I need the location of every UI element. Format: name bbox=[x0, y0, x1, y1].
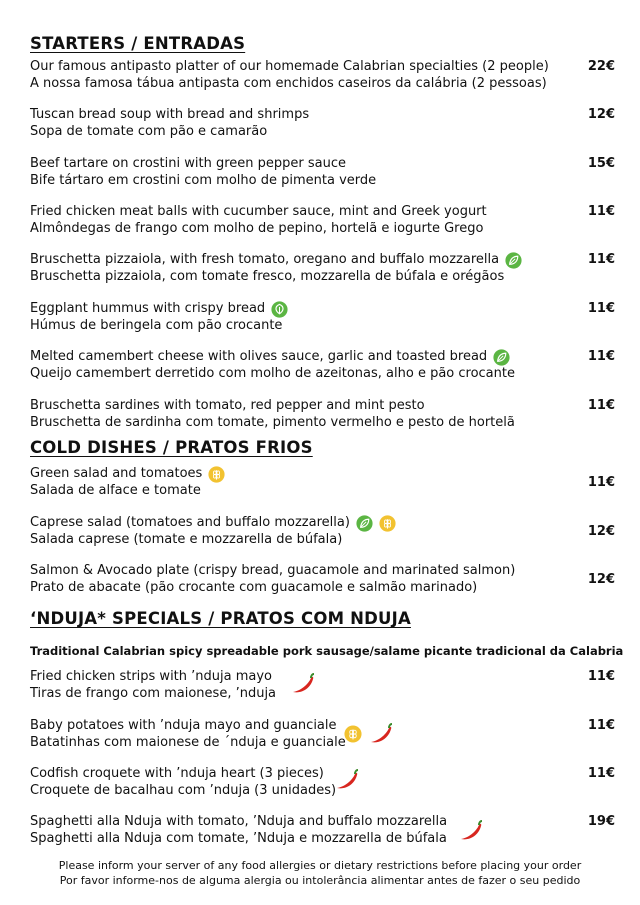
item-name-pt: Almôndegas de frango com molho de pepino, hortelã e iogurte Grego bbox=[30, 220, 484, 236]
item-name-pt: Húmus de beringela com pão crocante bbox=[30, 318, 283, 333]
item-price: 11€ bbox=[587, 252, 615, 267]
item-price: 11€ bbox=[587, 669, 615, 684]
vegetarian-leaf-icon bbox=[356, 515, 373, 532]
menu-item bbox=[30, 515, 615, 549]
section-title-nduja-specials: ‘NDUJA* SPECIALS / PRATOS COM NDUJA bbox=[30, 609, 411, 628]
item-price: 11€ bbox=[587, 301, 615, 316]
item-price: 12€ bbox=[587, 107, 615, 122]
menu-item bbox=[30, 398, 615, 431]
item-price: 11€ bbox=[587, 766, 615, 781]
item-name-pt: A nossa famosa tábua antipasta com enchidos caseiros da calábria (2 pessoas) bbox=[30, 75, 547, 91]
item-price: 12€ bbox=[587, 572, 615, 587]
gluten-free-icon bbox=[379, 515, 396, 532]
vegetarian-leaf-icon bbox=[505, 252, 522, 269]
item-name-en: Codfish croquete with ’nduja heart (3 pieces) bbox=[30, 766, 324, 781]
item-price: 11€ bbox=[587, 204, 615, 219]
item-name-en: Caprese salad (tomatoes and buffalo mozzarella) bbox=[30, 515, 350, 531]
item-name-en: Green salad and tomatoes bbox=[30, 466, 203, 482]
item-name-pt: Salada caprese (tomate e mozzarella de búfala) bbox=[30, 532, 343, 547]
item-name-pt: Queijo camembert derretido com molho de azeitonas, alho e pão crocante bbox=[30, 366, 515, 381]
item-price: 19€ bbox=[587, 814, 615, 829]
menu-item bbox=[30, 156, 615, 189]
item-name-pt: Tiras de frango com maionese, ’nduja bbox=[30, 685, 277, 701]
menu-item bbox=[30, 107, 615, 140]
item-name-pt: Bife tártaro em crostini com molho de pimenta verde bbox=[30, 172, 377, 188]
gluten-free-icon bbox=[344, 725, 362, 743]
item-name-en: Baby potatoes with ’nduja mayo and guanciale bbox=[30, 718, 337, 733]
vegetarian-leaf-icon bbox=[493, 349, 510, 366]
menu-item bbox=[30, 563, 615, 596]
section-title-starters: STARTERS / ENTRADAS bbox=[30, 34, 246, 53]
item-price: 22€ bbox=[587, 59, 615, 74]
menu-item bbox=[30, 349, 615, 383]
item-name-pt: Sopa de tomate com pão e camarão bbox=[30, 123, 268, 139]
item-name-pt: Batatinhas com maionese de ´nduja e guanciale bbox=[30, 734, 346, 750]
item-name-en: Fried chicken strips with ’nduja mayo bbox=[30, 669, 272, 684]
item-name-en: Melted camembert cheese with olives sauce, garlic and toasted bread bbox=[30, 349, 488, 365]
menu-item bbox=[30, 466, 615, 500]
item-price: 15€ bbox=[587, 156, 615, 171]
item-name-en: Salmon & Avocado plate (crispy bread, guacamole and marinated salmon) bbox=[30, 563, 516, 578]
allergy-notice-pt: Por favor informe-nos de alguma alergia ou intolerância alimentar antes de fazer o seu pedido bbox=[59, 874, 581, 887]
item-name-en: Fried chicken meat balls with cucumber sauce, mint and Greek yogurt bbox=[30, 204, 487, 219]
item-price: 11€ bbox=[587, 398, 615, 413]
item-name-pt: Bruschetta de sardinha com tomate, pimento vermelho e pesto de hortelã bbox=[30, 414, 515, 430]
item-name-en: Beef tartare on crostini with green pepper sauce bbox=[30, 156, 346, 171]
menu-item bbox=[30, 252, 615, 286]
menu-item bbox=[30, 204, 615, 237]
item-name-en: Spaghetti alla Nduja with tomato, ’Nduja and buffalo mozzarella bbox=[30, 814, 448, 829]
item-name-en: Bruschetta sardines with tomato, red pepper and mint pesto bbox=[30, 398, 425, 413]
item-name-en: Tuscan bread soup with bread and shrimps bbox=[30, 107, 310, 122]
allergy-notice bbox=[0, 858, 640, 888]
menu-item bbox=[30, 718, 615, 751]
chili-pepper-icon bbox=[368, 723, 394, 745]
menu-item bbox=[30, 301, 615, 335]
vegan-leaf-icon bbox=[271, 301, 288, 318]
chili-pepper-icon bbox=[334, 769, 360, 791]
menu-item bbox=[30, 669, 615, 702]
item-name-en: Eggplant hummus with crispy bread bbox=[30, 301, 266, 317]
menu-item bbox=[30, 59, 615, 92]
gluten-free-icon bbox=[208, 466, 225, 483]
item-name-pt: Bruschetta pizzaiola, com tomate fresco, mozzarella de búfala e orégãos bbox=[30, 269, 505, 284]
item-name-en: Our famous antipasto platter of our homemade Calabrian specialties (2 people) bbox=[30, 59, 549, 74]
item-price: 11€ bbox=[587, 718, 615, 733]
item-name-en: Bruschetta pizzaiola, with fresh tomato, oregano and buffalo mozzarella bbox=[30, 252, 500, 268]
item-name-pt: Croquete de bacalhau com ’nduja (3 unidades) bbox=[30, 782, 337, 798]
item-price: 11€ bbox=[587, 475, 615, 490]
menu-item bbox=[30, 814, 615, 847]
chili-pepper-icon bbox=[290, 673, 316, 695]
chili-pepper-icon bbox=[458, 820, 484, 842]
allergy-notice-en: Please inform your server of any food allergies or dietary restrictions before placing your order bbox=[58, 859, 582, 872]
item-price: 12€ bbox=[587, 524, 615, 539]
nduja-description: Traditional Calabrian spicy spreadable pork sausage/salame picante tradicional da Calabria bbox=[30, 644, 624, 658]
item-price: 11€ bbox=[587, 349, 615, 364]
menu-item bbox=[30, 766, 615, 799]
item-name-pt: Salada de alface e tomate bbox=[30, 483, 201, 498]
item-name-pt: Prato de abacate (pão crocante com guacamole e salmão marinado) bbox=[30, 579, 478, 595]
item-name-pt: Spaghetti alla Nduja com tomate, ’Nduja e mozzarella de búfala bbox=[30, 830, 447, 846]
section-title-cold-dishes: COLD DISHES / PRATOS FRIOS bbox=[30, 438, 313, 457]
